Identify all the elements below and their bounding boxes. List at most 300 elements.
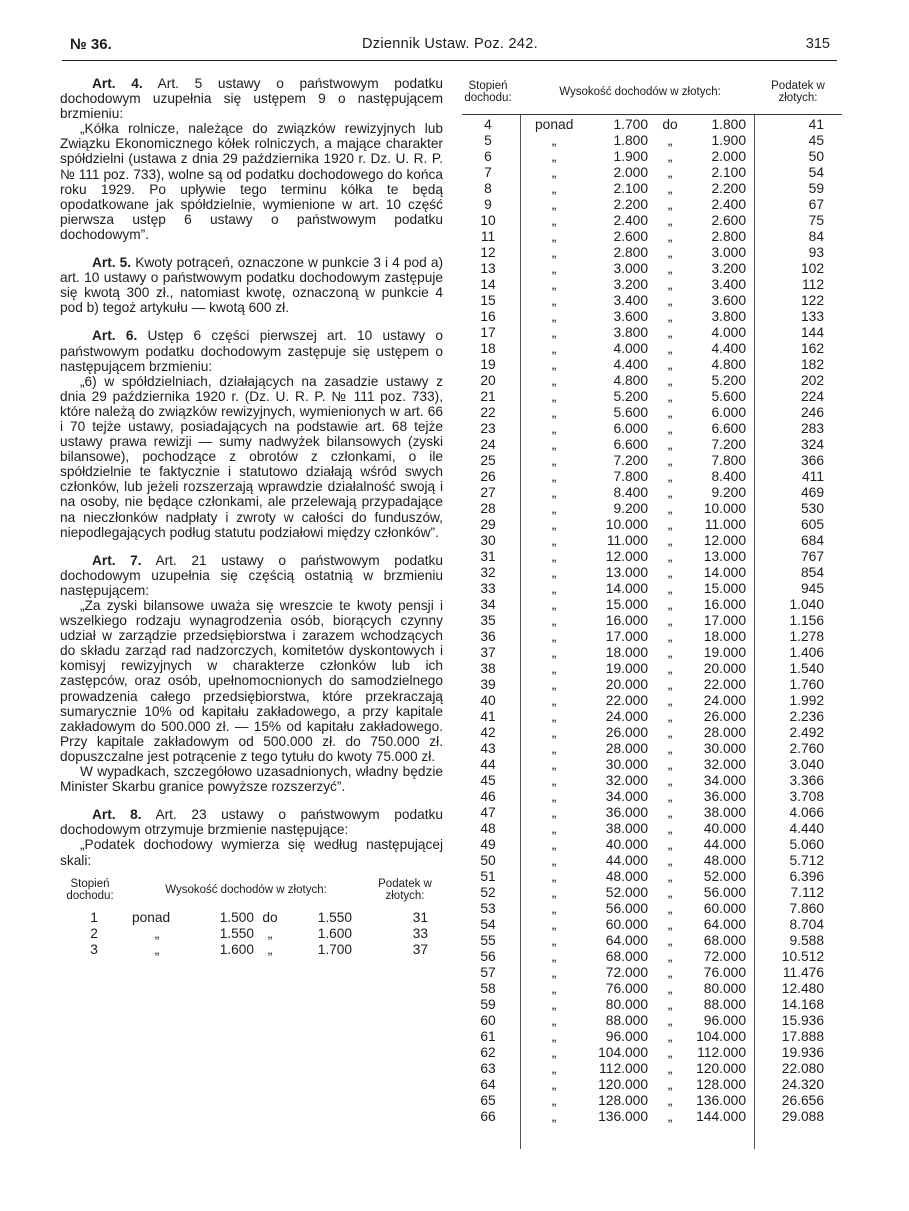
prefix-cell: „ (551, 149, 557, 164)
tax-cell: 530 (800, 501, 824, 516)
prefix-cell: „ (551, 165, 557, 180)
prefix-cell: „ (551, 997, 557, 1012)
prefix-cell: „ (551, 853, 557, 868)
table-row (462, 581, 842, 597)
table-row (462, 341, 842, 357)
separator-cell: „ (667, 389, 673, 404)
grade-cell: 12 (480, 245, 496, 260)
separator-cell: „ (667, 1029, 673, 1044)
grade-cell: 61 (480, 1029, 496, 1044)
prefix-cell: „ (551, 693, 557, 708)
tax-cell: 246 (800, 405, 824, 420)
prefix-cell: „ (551, 789, 557, 804)
separator-cell: „ (667, 965, 673, 980)
table-row (462, 117, 842, 133)
separator-cell: „ (667, 485, 673, 500)
separator-cell: „ (667, 277, 673, 292)
grade-cell: 50 (480, 853, 496, 868)
table-row (462, 1013, 842, 1029)
from-cell: 36.000 (605, 805, 648, 820)
tax-cell: 1.156 (789, 613, 824, 628)
tax-cell: 122 (800, 293, 824, 308)
table-row (462, 501, 842, 517)
small-col-income: Wysokość dochodów w złotych: (165, 883, 327, 896)
tax-cell: 6.396 (789, 869, 824, 884)
grade-cell: 52 (480, 885, 496, 900)
separator-cell: „ (667, 837, 673, 852)
article-7-heading: Art. 7. (92, 552, 142, 568)
table-row (462, 997, 842, 1013)
page-number: 315 (805, 36, 830, 52)
separator-cell: „ (667, 629, 673, 644)
grade-cell: 54 (480, 917, 496, 932)
prefix-cell: ponad (535, 117, 574, 132)
to-cell: 12.000 (703, 533, 746, 548)
grade-cell: 38 (480, 661, 496, 676)
tax-cell: 11.476 (782, 965, 824, 980)
to-cell: 14.000 (703, 565, 746, 580)
tax-cell: 366 (800, 453, 824, 468)
table-row (462, 869, 842, 885)
to-cell: 2.100 (711, 165, 746, 180)
tax-cell: 7.860 (789, 901, 824, 916)
grade-cell: 3 (90, 941, 98, 957)
table-row (462, 1109, 842, 1125)
from-cell: 9.200 (613, 501, 648, 516)
separator-cell: „ (667, 677, 673, 692)
article-5-text: Kwoty potrąceń, oznaczone w punkcie 3 i 4 pod a) art. 10 ustawy o państwowym podatku dochodowym zastępuje się kwotą 300 zł., natomiast kwotę, oznaczoną w punkcie 4 pod b) tegoż artykułu — kwotą 600 zł. (60, 255, 443, 316)
from-cell: 28.000 (605, 741, 648, 756)
from-cell: 2.600 (613, 229, 648, 244)
article-8-text: Art. 23 ustawy o państwowym podatku dochodowym otrzymuje brzmienie następujące: (60, 807, 443, 838)
article-7-quote-2: W wypadkach, szczegółowo uzasadnionych, władny będzie Minister Skarbu granice powyższe rozszerzyć”. (60, 764, 443, 795)
to-cell: 76.000 (703, 965, 746, 980)
table-row (462, 549, 842, 565)
prefix-cell: „ (551, 965, 557, 980)
to-cell: 22.000 (703, 677, 746, 692)
separator-cell: „ (667, 469, 673, 484)
from-cell: 5.200 (613, 389, 648, 404)
grade-cell: 13 (480, 261, 496, 276)
table-row (462, 1093, 842, 1109)
prefix-cell: „ (551, 549, 557, 564)
article-8-heading: Art. 8. (92, 807, 142, 823)
from-cell: 20.000 (605, 677, 648, 692)
tax-cell: 144 (800, 325, 824, 340)
separator-cell: „ (667, 869, 673, 884)
grade-cell: 62 (480, 1045, 496, 1060)
to-cell: 136.000 (696, 1093, 746, 1108)
from-cell: 2.100 (613, 181, 648, 196)
from-cell: 112.000 (599, 1061, 648, 1076)
separator-cell: „ (667, 821, 673, 836)
from-cell: 48.000 (605, 869, 648, 884)
from-cell: 38.000 (605, 821, 648, 836)
prefix-cell: „ (551, 629, 557, 644)
grade-cell: 64 (480, 1077, 496, 1092)
article-4-quote: „Kółka rolnicze, należące do związków rewizyjnych lub Związku Ekonomicznego kółek rolniczych, a mające charakter spółdzielni (ustawa z dnia 29 października 1920 r. Dz. U. R. P. № 111 poz. 733), wolne są od podatku dochodowego do końca roku 1929. Po upływie tego terminu kółka te będą opodatkowane jak spółdzielnie, wymienione w art. 10 część pierwsza ustęp 6 ustawy o państwowym podatku dochodowym”. (60, 121, 443, 242)
to-cell: 2.000 (711, 149, 746, 164)
from-cell: 1.500 (219, 909, 254, 925)
to-cell: 120.000 (696, 1061, 746, 1076)
to-cell: 3.400 (711, 277, 746, 292)
table-row (462, 725, 842, 741)
from-cell: 14.000 (605, 581, 648, 596)
prefix-cell: „ (551, 885, 557, 900)
separator-cell: „ (667, 325, 673, 340)
to-cell: 32.000 (703, 757, 746, 772)
tax-cell: 54 (808, 165, 824, 180)
separator-cell: „ (667, 773, 673, 788)
table-row (462, 165, 842, 181)
grade-cell: 60 (480, 1013, 496, 1028)
grade-cell: 35 (480, 613, 496, 628)
grade-cell: 66 (480, 1109, 496, 1124)
tax-cell: 75 (808, 213, 824, 228)
to-cell: 3.200 (711, 261, 746, 276)
from-cell: 8.400 (613, 485, 648, 500)
tax-cell: 133 (800, 309, 824, 324)
from-cell: 19.000 (605, 661, 648, 676)
table-row (462, 597, 842, 613)
table-row (462, 789, 842, 805)
prefix-cell: „ (551, 741, 557, 756)
prefix-cell: „ (551, 837, 557, 852)
from-cell: 40.000 (605, 837, 648, 852)
grade-cell: 40 (480, 693, 496, 708)
separator-cell: „ (667, 853, 673, 868)
separator-cell: „ (667, 1077, 673, 1092)
table-row (462, 757, 842, 773)
grade-cell: 26 (480, 469, 496, 484)
separator-cell: „ (667, 405, 673, 420)
tax-cell: 1.278 (789, 629, 824, 644)
from-cell: 2.400 (613, 213, 648, 228)
from-cell: 56.000 (605, 901, 648, 916)
table-row (462, 325, 842, 341)
small-table-body (60, 910, 443, 958)
tax-cell: 8.704 (789, 917, 824, 932)
to-cell: 3.000 (711, 245, 746, 260)
from-cell: 3.400 (613, 293, 648, 308)
to-cell: 52.000 (703, 869, 746, 884)
table-row (462, 1061, 842, 1077)
table-row (462, 373, 842, 389)
separator-cell: „ (267, 941, 273, 957)
grade-cell: 56 (480, 949, 496, 964)
to-cell: 5.600 (711, 389, 746, 404)
separator-cell: „ (667, 245, 673, 260)
from-cell: 6.600 (613, 437, 648, 452)
table-row (462, 133, 842, 149)
table-row (462, 741, 842, 757)
separator-cell: „ (667, 613, 673, 628)
prefix-cell: „ (551, 757, 557, 772)
separator-cell: „ (667, 1109, 673, 1124)
tax-cell: 14.168 (781, 997, 824, 1012)
from-cell: 18.000 (605, 645, 648, 660)
table-row (462, 149, 842, 165)
table-row (462, 389, 842, 405)
from-cell: 1.700 (613, 117, 648, 132)
grade-cell: 44 (480, 757, 496, 772)
from-cell: 2.800 (613, 245, 648, 260)
table-row (462, 293, 842, 309)
grade-cell: 37 (480, 645, 496, 660)
separator-cell: „ (667, 1013, 673, 1028)
to-cell: 10.000 (703, 501, 746, 516)
table-row (462, 965, 842, 981)
grade-cell: 33 (480, 581, 496, 596)
separator-cell: „ (667, 229, 673, 244)
article-5-heading: Art. 5. (92, 255, 132, 271)
separator-cell: „ (667, 1045, 673, 1060)
table-row (462, 693, 842, 709)
separator-cell: „ (667, 741, 673, 756)
to-cell: 104.000 (696, 1029, 746, 1044)
separator-cell: „ (667, 517, 673, 532)
separator-cell: „ (667, 1093, 673, 1108)
table-row (462, 245, 842, 261)
to-cell: 96.000 (703, 1013, 746, 1028)
article-5 (60, 255, 443, 315)
to-cell: 16.000 (703, 597, 746, 612)
table-row (462, 181, 842, 197)
grade-cell: 55 (480, 933, 496, 948)
tax-cell: 10.512 (781, 949, 824, 964)
separator-cell: „ (667, 693, 673, 708)
prefix-cell: „ (551, 181, 557, 196)
grade-cell: 39 (480, 677, 496, 692)
to-cell: 36.000 (703, 789, 746, 804)
tax-cell: 767 (800, 549, 824, 564)
from-cell: 30.000 (605, 757, 648, 772)
to-cell: 4.800 (711, 357, 746, 372)
header-rule (62, 60, 837, 61)
small-col-tax: Podatek w złotych: (378, 877, 432, 903)
from-cell: 1.900 (613, 149, 648, 164)
to-cell: 3.800 (711, 309, 746, 324)
table-row (462, 1029, 842, 1045)
tax-cell: 45 (808, 133, 824, 148)
separator-cell: „ (667, 725, 673, 740)
article-4-text: Art. 5 ustawy o państwowym podatku dochodowym uzupełnia się ustępem 9 o następującem brzmieniu: (60, 76, 443, 122)
to-cell: 2.400 (711, 197, 746, 212)
table-row (462, 709, 842, 725)
tax-cell: 3.366 (789, 773, 824, 788)
prefix-cell: „ (154, 925, 160, 941)
separator-cell: „ (667, 309, 673, 324)
prefix-cell: „ (551, 277, 557, 292)
from-cell: 3.600 (613, 309, 648, 324)
from-cell: 34.000 (605, 789, 648, 804)
from-cell: 17.000 (605, 629, 648, 644)
table-row (462, 533, 842, 549)
separator-cell: „ (667, 293, 673, 308)
separator-cell: „ (667, 533, 673, 548)
grade-cell: 27 (480, 485, 496, 500)
grade-cell: 34 (480, 597, 496, 612)
prefix-cell: „ (551, 725, 557, 740)
grade-cell: 28 (480, 501, 496, 516)
from-cell: 15.000 (605, 597, 648, 612)
tax-cell: 67 (808, 197, 824, 212)
from-cell: 7.800 (613, 469, 648, 484)
to-cell: 112.000 (697, 1045, 746, 1060)
grade-cell: 49 (480, 837, 496, 852)
separator-cell: „ (667, 581, 673, 596)
grade-cell: 21 (480, 389, 496, 404)
to-cell: 24.000 (703, 693, 746, 708)
grade-cell: 10 (480, 213, 496, 228)
prefix-cell: „ (551, 901, 557, 916)
grade-cell: 1 (90, 909, 98, 925)
separator-cell: „ (667, 501, 673, 516)
tax-cell: 202 (800, 373, 824, 388)
table-row (462, 213, 842, 229)
grade-cell: 25 (480, 453, 496, 468)
to-cell: 60.000 (703, 901, 746, 916)
grade-cell: 48 (480, 821, 496, 836)
tax-cell: 4.440 (789, 821, 824, 836)
prefix-cell: „ (551, 1061, 557, 1076)
separator-cell: „ (667, 373, 673, 388)
from-cell: 16.000 (605, 613, 648, 628)
prefix-cell: „ (551, 485, 557, 500)
to-cell: 8.400 (711, 469, 746, 484)
to-cell: 88.000 (703, 997, 746, 1012)
separator-cell: „ (667, 597, 673, 612)
tax-cell: 324 (800, 437, 824, 452)
to-cell: 7.200 (711, 437, 746, 452)
separator-cell: „ (667, 165, 673, 180)
col-grade: Stopień dochodu: (464, 80, 512, 104)
page-header (70, 36, 830, 56)
grade-cell: 36 (480, 629, 496, 644)
from-cell: 13.000 (605, 565, 648, 580)
prefix-cell: „ (551, 261, 557, 276)
grade-cell: 18 (480, 341, 496, 356)
to-cell: 4.400 (711, 341, 746, 356)
prefix-cell: „ (551, 405, 557, 420)
from-cell: 88.000 (605, 1013, 648, 1028)
separator-cell: „ (667, 789, 673, 804)
prefix-cell: „ (551, 213, 557, 228)
tax-cell: 24.320 (781, 1077, 824, 1092)
to-cell: 6.000 (711, 405, 746, 420)
table-row (462, 773, 842, 789)
table-row (462, 645, 842, 661)
separator-cell: do (262, 909, 278, 925)
grade-cell: 20 (480, 373, 496, 388)
from-cell: 120.000 (598, 1077, 648, 1092)
table-row (462, 517, 842, 533)
prefix-cell: „ (551, 437, 557, 452)
separator-cell: „ (667, 341, 673, 356)
to-cell: 26.000 (703, 709, 746, 724)
tax-cell: 93 (808, 245, 824, 260)
to-cell: 5.200 (711, 373, 746, 388)
prefix-cell: „ (551, 357, 557, 372)
grade-cell: 32 (480, 565, 496, 580)
from-cell: 64.000 (605, 933, 648, 948)
to-cell: 13.000 (703, 549, 746, 564)
prefix-cell: „ (551, 645, 557, 660)
separator-cell: „ (667, 1061, 673, 1076)
separator-cell: „ (667, 421, 673, 436)
tax-cell: 3.708 (789, 789, 824, 804)
grade-cell: 58 (480, 981, 496, 996)
grade-cell: 15 (480, 293, 496, 308)
prefix-cell: „ (551, 373, 557, 388)
table-row (462, 437, 842, 453)
prefix-cell: „ (551, 133, 557, 148)
tax-cell: 2.236 (789, 709, 824, 724)
to-cell: 11.000 (704, 517, 746, 532)
to-cell: 28.000 (703, 725, 746, 740)
to-cell: 38.000 (703, 805, 746, 820)
separator-cell: „ (667, 181, 673, 196)
prefix-cell: „ (551, 389, 557, 404)
tax-cell: 854 (800, 565, 824, 580)
grade-cell: 7 (484, 165, 492, 180)
tax-cell: 5.712 (789, 853, 824, 868)
tax-cell: 1.760 (789, 677, 824, 692)
table-row (462, 677, 842, 693)
prefix-cell: „ (154, 941, 160, 957)
separator-cell: do (662, 117, 678, 132)
table-row (462, 901, 842, 917)
grade-cell: 24 (480, 437, 496, 452)
tax-cell: 162 (800, 341, 824, 356)
prefix-cell: „ (551, 917, 557, 932)
from-cell: 24.000 (605, 709, 648, 724)
to-cell: 2.600 (711, 213, 746, 228)
to-cell: 3.600 (711, 293, 746, 308)
article-4 (60, 76, 443, 121)
tax-cell: 26.656 (781, 1093, 824, 1108)
table-row (462, 261, 842, 277)
table-row (462, 469, 842, 485)
tax-cell: 1.992 (789, 693, 824, 708)
grade-cell: 42 (480, 725, 496, 740)
tax-cell: 283 (800, 421, 824, 436)
article-6-heading: Art. 6. (92, 328, 138, 344)
table-row (462, 885, 842, 901)
table-row (462, 405, 842, 421)
separator-cell: „ (667, 549, 673, 564)
separator-cell: „ (667, 149, 673, 164)
prefix-cell: „ (551, 229, 557, 244)
table-row (462, 917, 842, 933)
grade-cell: 23 (480, 421, 496, 436)
prefix-cell: „ (551, 709, 557, 724)
tax-cell: 102 (800, 261, 824, 276)
small-col-grade: Stopień dochodu: (66, 877, 114, 903)
table-row (462, 453, 842, 469)
to-cell: 128.000 (696, 1077, 746, 1092)
prefix-cell: „ (551, 981, 557, 996)
to-cell: 1.700 (317, 941, 352, 957)
tax-cell: 112 (802, 277, 824, 292)
prefix-cell: „ (551, 869, 557, 884)
from-cell: 104.000 (598, 1045, 648, 1060)
tax-cell: 411 (802, 469, 824, 484)
table-body (462, 115, 842, 1151)
article-7-text: Art. 21 ustawy o państwowym podatku dochodowym uzupełnia się częścią ostatnią w brzmieniu następującem: (60, 552, 443, 598)
table-row (462, 933, 842, 949)
table-row (462, 853, 842, 869)
